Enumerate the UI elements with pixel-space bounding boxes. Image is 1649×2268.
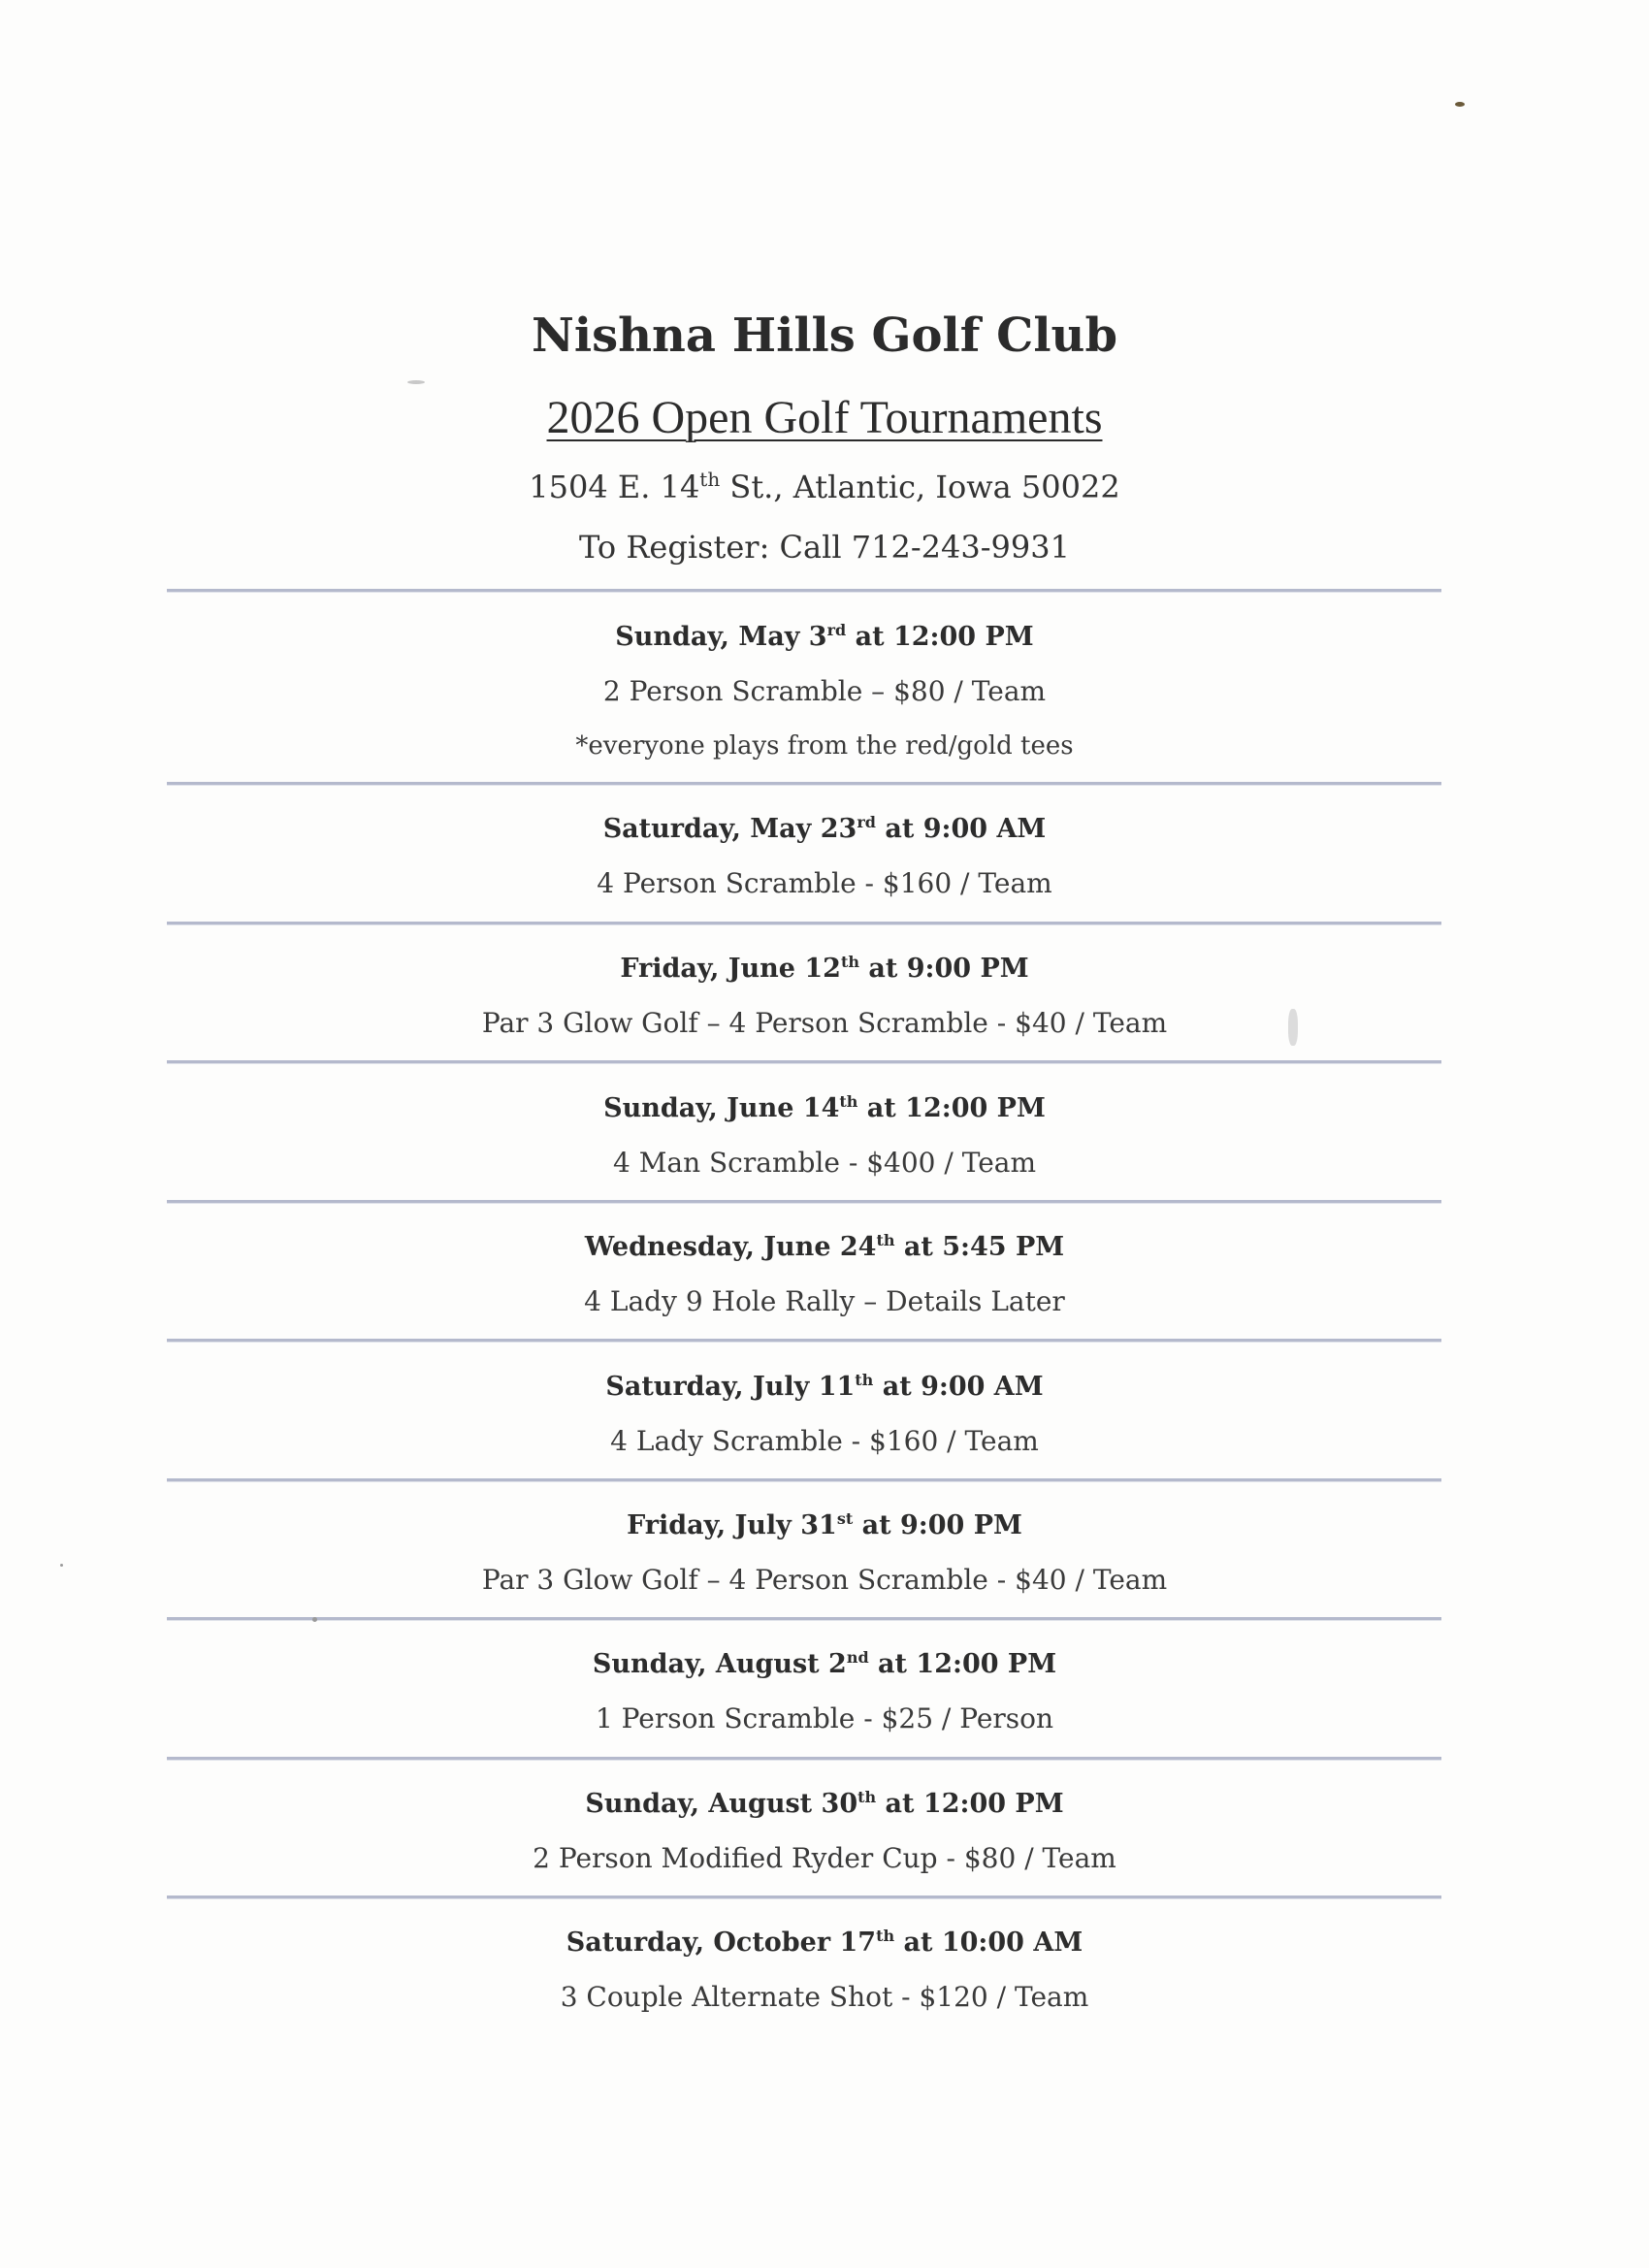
- event-entry: [0, 1648, 1649, 1735]
- divider: [167, 589, 1441, 592]
- event-note: *everyone plays from the red/gold tees: [575, 731, 1074, 761]
- event-date-suffix: th: [876, 1927, 895, 1945]
- event-date-part: at 9:00 AM: [873, 1372, 1044, 1402]
- event-date-part: Saturday, July 11: [605, 1372, 856, 1402]
- event-date-part: Sunday, May 3: [615, 622, 827, 652]
- event-entry: [0, 1231, 1649, 1318]
- event-description: 3 Couple Alternate Shot - $120 / Team: [560, 1981, 1089, 2013]
- event-date-part: Sunday, August 30: [585, 1789, 858, 1819]
- event-date-part: at 12:00 PM: [857, 1093, 1046, 1123]
- event-date: [0, 1231, 1649, 1264]
- event-date-part: at 12:00 PM: [868, 1649, 1057, 1679]
- event-date: [0, 1927, 1649, 1960]
- scan-speck: [1288, 1009, 1298, 1046]
- event-description: 2 Person Scramble – $80 / Team: [602, 675, 1047, 707]
- event-date: [0, 1092, 1649, 1125]
- event-date-suffix: th: [839, 1092, 858, 1111]
- event-date-suffix: th: [855, 1371, 874, 1389]
- divider: [167, 1617, 1441, 1620]
- scan-speck: [60, 1564, 63, 1567]
- event-description: 1 Person Scramble - $25 / Person: [595, 1702, 1054, 1734]
- event-date: [0, 1788, 1649, 1821]
- event-date-part: at 9:00 PM: [859, 954, 1029, 984]
- event-date-part: at 9:00 PM: [853, 1510, 1022, 1540]
- event-date-part: Saturday, May 23: [602, 814, 857, 844]
- event-date-suffix: th: [857, 1788, 877, 1806]
- event-description: 4 Lady 9 Hole Rally – Details Later: [584, 1285, 1065, 1317]
- divider: [167, 1895, 1441, 1898]
- event-date-part: Saturday, October 17: [566, 1928, 877, 1958]
- event-description: 4 Lady Scramble - $160 / Team: [610, 1425, 1039, 1457]
- event-date: [0, 953, 1649, 986]
- event-date-part: at 9:00 AM: [875, 814, 1047, 844]
- event-date-part: Sunday, August 2: [592, 1649, 847, 1679]
- event-date-suffix: rd: [857, 813, 876, 831]
- event-date-part: Wednesday, June 24: [584, 1232, 877, 1262]
- event-entry: [0, 1788, 1649, 1875]
- event-description: 2 Person Modified Ryder Cup - $80 / Team: [533, 1842, 1116, 1874]
- event-date-suffix: rd: [826, 621, 847, 639]
- event-date: [0, 1371, 1649, 1404]
- event-description: 4 Person Scramble - $160 / Team: [597, 867, 1052, 899]
- event-entry: [0, 621, 1649, 762]
- event-date-suffix: nd: [846, 1648, 869, 1667]
- event-entry: [0, 1927, 1649, 2014]
- divider: [167, 1339, 1441, 1342]
- event-date: [0, 813, 1649, 846]
- event-date-part: at 12:00 PM: [846, 622, 1034, 652]
- registration-phone: To Register: Call 712-243-9931: [579, 529, 1070, 566]
- club-address: [0, 468, 1649, 505]
- divider: [167, 1478, 1441, 1481]
- event-entry: [0, 953, 1649, 1040]
- event-date: [0, 621, 1649, 654]
- event-description: 4 Man Scramble - $400 / Team: [612, 1147, 1037, 1179]
- event-date: [0, 1648, 1649, 1681]
- event-date-part: at 12:00 PM: [876, 1789, 1064, 1819]
- divider: [167, 1200, 1441, 1203]
- event-date-part: Sunday, June 14: [603, 1093, 840, 1123]
- event-entry: [0, 1092, 1649, 1180]
- event-date-suffix: st: [836, 1509, 854, 1528]
- event-description: Par 3 Glow Golf – 4 Person Scramble - $40 / Team: [481, 1007, 1168, 1039]
- event-date-part: at 5:45 PM: [894, 1232, 1065, 1262]
- address-suffix: th: [699, 468, 721, 491]
- scan-speck: [1455, 102, 1465, 107]
- scan-speck: [312, 1617, 317, 1622]
- event-date-suffix: th: [876, 1231, 895, 1249]
- address-part: 1504 E. 14: [529, 469, 700, 505]
- event-description: Par 3 Glow Golf – 4 Person Scramble - $40 / Team: [481, 1564, 1168, 1596]
- page-title: 2026 Open Golf Tournaments: [546, 392, 1103, 443]
- event-date-part: Friday, June 12: [620, 954, 841, 984]
- event-entry: [0, 813, 1649, 900]
- club-name: Nishna Hills Golf Club: [531, 308, 1118, 363]
- address-part: St., Atlantic, Iowa 50022: [720, 469, 1120, 505]
- scan-speck: [407, 380, 425, 384]
- event-date: [0, 1509, 1649, 1542]
- event-entry: [0, 1509, 1649, 1597]
- event-date-suffix: th: [840, 953, 859, 971]
- divider: [167, 782, 1441, 785]
- event-entry: [0, 1371, 1649, 1458]
- divider: [167, 1757, 1441, 1760]
- event-date-part: at 10:00 AM: [894, 1928, 1083, 1958]
- divider: [167, 1060, 1441, 1063]
- event-date-part: Friday, July 31: [627, 1510, 837, 1540]
- divider: [167, 922, 1441, 924]
